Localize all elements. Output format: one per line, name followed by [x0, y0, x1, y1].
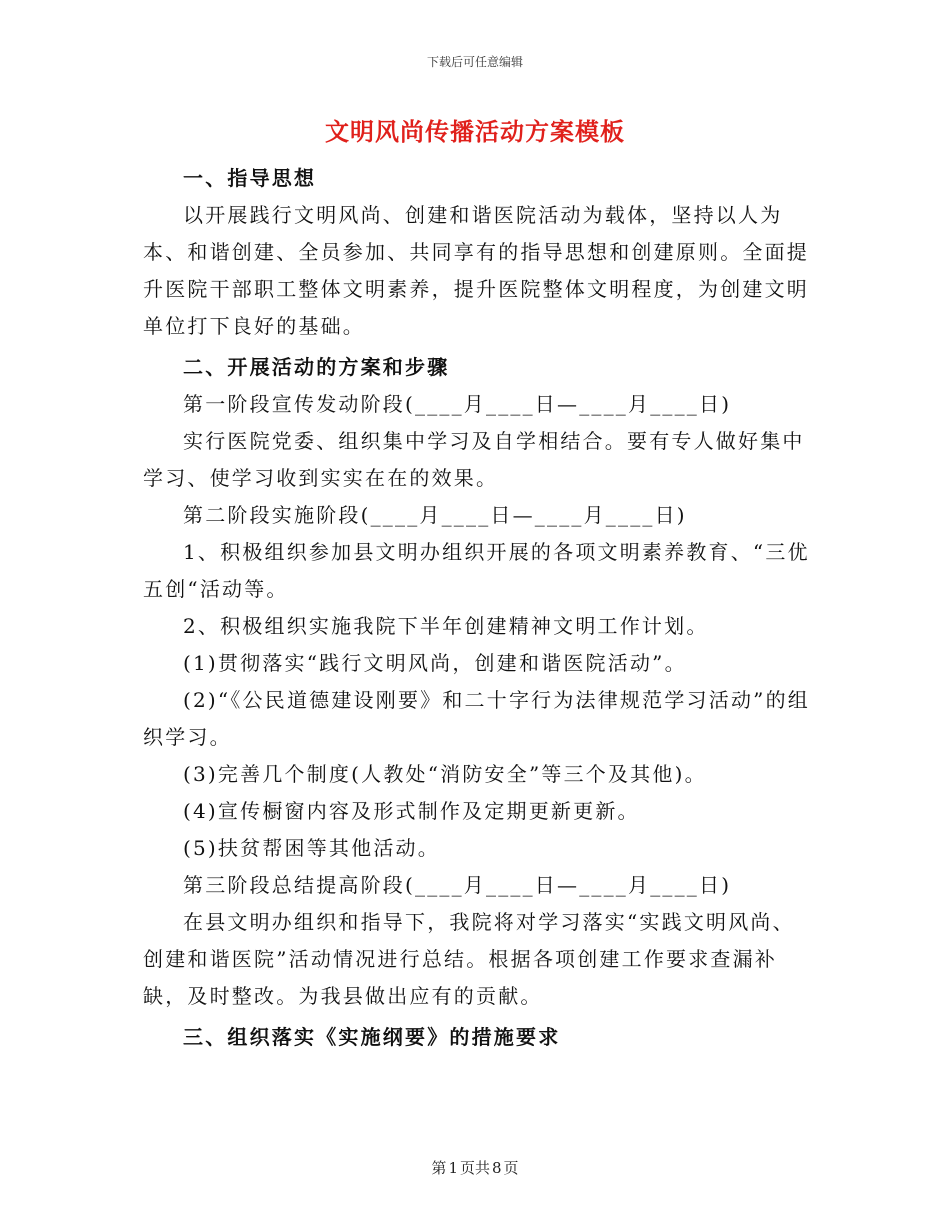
footer-page-number: 1: [448, 1159, 458, 1177]
footer-total-pages: 8: [492, 1159, 502, 1177]
stage-2-subitem-3: (3)完善几个制度(人教处“消防安全”等三个及其他)。: [183, 762, 707, 786]
footer-middle: 页共: [459, 1159, 490, 1177]
stage-1-text: 实行医院党委、组织集中学习及自学相结合。要有专人做好集中学习、使学习收到实实在在的效果。: [143, 429, 805, 490]
stage-2-subitem-1: (1)贯彻落实“践行文明风尚，创建和谐医院活动”。: [183, 651, 687, 675]
stage-3-heading: 第三阶段总结提高阶段(____月____日—____月____日): [183, 873, 732, 897]
section-heading-3: 三、组织落实《实施纲要》的措施要求: [183, 1025, 561, 1049]
header-note: 下载后可任意编辑: [426, 55, 523, 69]
stage-1-heading: 第一阶段宣传发动阶段(____月____日—____月____日): [183, 392, 732, 416]
stage-2-subitem-5: (5)扶贫帮困等其他活动。: [183, 836, 440, 860]
document-body: [143, 156, 813, 1056]
stage-2-heading: 第二阶段实施阶段(____月____日—____月____日): [183, 503, 687, 527]
stage-2-subitem-2: (2)“《公民道德建设刚要》和二十字行为法律规范学习活动”的组织学习。: [143, 688, 810, 749]
document-title: 文明风尚传播活动方案模板: [325, 117, 625, 146]
stage-2-item-2: 2、积极组织实施我院下半年创建精神文明工作计划。: [183, 614, 709, 638]
paragraph-guiding-thought: 以开展践行文明风尚、创建和谐医院活动为载体，坚持以人为本、和谐创建、全员参加、共同享有的指导思想和创建原则。全面提升医院干部职工整体文明素养，提升医院整体文明程度，为创建文明单位打下良好的基础。: [143, 203, 809, 338]
section-heading-2: 二、开展活动的方案和步骤: [183, 355, 450, 379]
stage-2-item-1: 1、积极组织参加县文明办组织开展的各项文明素养教育、“三优五创“活动等。: [143, 540, 810, 601]
stage-2-subitem-4: (4)宣传橱窗内容及形式制作及定期更新更新。: [183, 799, 640, 823]
section-heading-1: 一、指导思想: [183, 166, 317, 190]
footer-suffix: 页: [503, 1159, 519, 1177]
stage-3-text: 在县文明办组织和指导下，我院将对学习落实“实践文明风尚、创建和谐医院”活动情况进行总结。根据各项创建工作要求查漏补缺，及时整改。为我县做出应有的贡献。: [143, 910, 795, 1008]
page-footer: [0, 1157, 950, 1178]
footer-prefix: 第: [431, 1159, 447, 1177]
